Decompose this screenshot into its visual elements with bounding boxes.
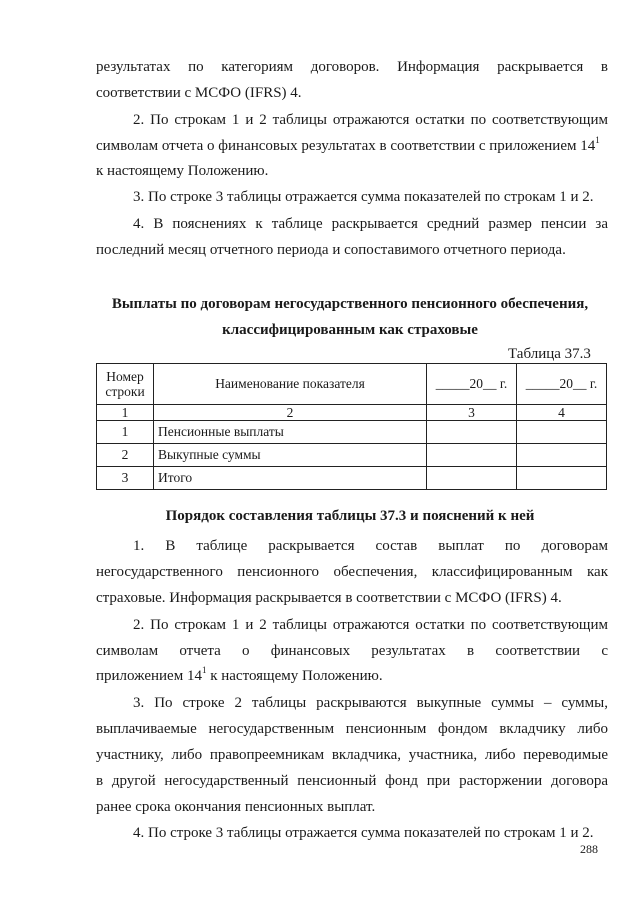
text-line: страховые. Информация раскрывается в соответствии с МСФО (IFRS) 4. (96, 590, 562, 606)
index-cell: 2 (154, 405, 427, 421)
row-value-2 (517, 467, 607, 490)
text-line: 3. По строке 2 таблицы раскрываются выкупные суммы – суммы, (133, 695, 608, 711)
text-span: приложением 14 (96, 668, 202, 684)
row-number: 3 (97, 467, 154, 490)
page-number: 288 (580, 842, 598, 856)
row-value-1 (427, 467, 517, 490)
section-title: классифицированным как страховые (222, 322, 478, 338)
table-header-row (97, 364, 607, 405)
text-line: 3. По строке 3 таблицы отражается сумма показателей по строкам 1 и 2. (133, 189, 594, 205)
table-row (97, 467, 607, 490)
text-line: 2. По строкам 1 и 2 таблицы отражаются остатки по соответствующим (133, 112, 608, 128)
row-value-1 (427, 421, 517, 444)
text-line (96, 667, 383, 685)
text-line: 2. По строкам 1 и 2 таблицы отражаются остатки по соответствующим (133, 617, 608, 633)
table-row (97, 444, 607, 467)
text-line: 4. По строке 3 таблицы отражается сумма показателей по строкам 1 и 2. (133, 825, 594, 841)
header-year-2: _____20__ г. (517, 364, 607, 405)
text-line: соответствии с МСФО (IFRS) 4. (96, 85, 302, 101)
table-label: Таблица 37.3 (508, 346, 591, 362)
header-row-number: Номер строки (97, 364, 154, 405)
text-span: символам отчета о финансовых результатах в соответствии с приложением 14 (96, 138, 596, 154)
text-line: к настоящему Положению. (96, 163, 269, 179)
superscript: 1 (595, 135, 600, 145)
text-line: участнику, либо правопреемникам вкладчика, участника, либо переводимые (96, 747, 608, 763)
text-line: последний месяц отчетного периода и сопоставимого отчетного периода. (96, 242, 566, 258)
superscript: 1 (201, 665, 207, 675)
text-line: негосударственного пенсионного обеспечения, классифицированным как (96, 564, 608, 580)
table-index-row (97, 405, 607, 421)
index-cell: 3 (427, 405, 517, 421)
section-title: Выплаты по договорам негосударственного пенсионного обеспечения, (111, 296, 589, 312)
text-line: ранее срока окончания пенсионных выплат. (96, 799, 376, 815)
row-number: 1 (97, 421, 154, 444)
row-value-1 (427, 444, 517, 467)
header-indicator-name: Наименование показателя (154, 364, 427, 405)
text-line: результатах по категориям договоров. Информация раскрывается в (96, 59, 608, 75)
index-cell: 4 (517, 405, 607, 421)
text-span: к настоящему Положению. (206, 668, 383, 684)
row-number: 2 (97, 444, 154, 467)
text-line: символам отчета о финансовых результатах в соответствии с (96, 643, 608, 659)
row-name: Итого (154, 467, 427, 490)
text-line: в другой негосударственный пенсионный фонд при расторжении договора (96, 773, 608, 789)
text-line: выплачиваемые негосударственным пенсионным фондом вкладчику либо (96, 721, 608, 737)
text-line: 4. В пояснениях к таблице раскрывается средний размер пенсии за (133, 216, 608, 232)
table-row (97, 421, 607, 444)
row-name: Пенсионные выплаты (154, 421, 427, 444)
table-37-3 (96, 363, 607, 490)
index-cell: 1 (97, 405, 154, 421)
row-value-2 (517, 444, 607, 467)
row-name: Выкупные суммы (154, 444, 427, 467)
text-line: 1. В таблице раскрывается состав выплат по договорам (133, 538, 608, 554)
text-line (96, 137, 600, 155)
row-value-2 (517, 421, 607, 444)
procedure-title: Порядок составления таблицы 37.3 и пояснений к ней (165, 508, 535, 524)
header-year-1: _____20__ г. (427, 364, 517, 405)
